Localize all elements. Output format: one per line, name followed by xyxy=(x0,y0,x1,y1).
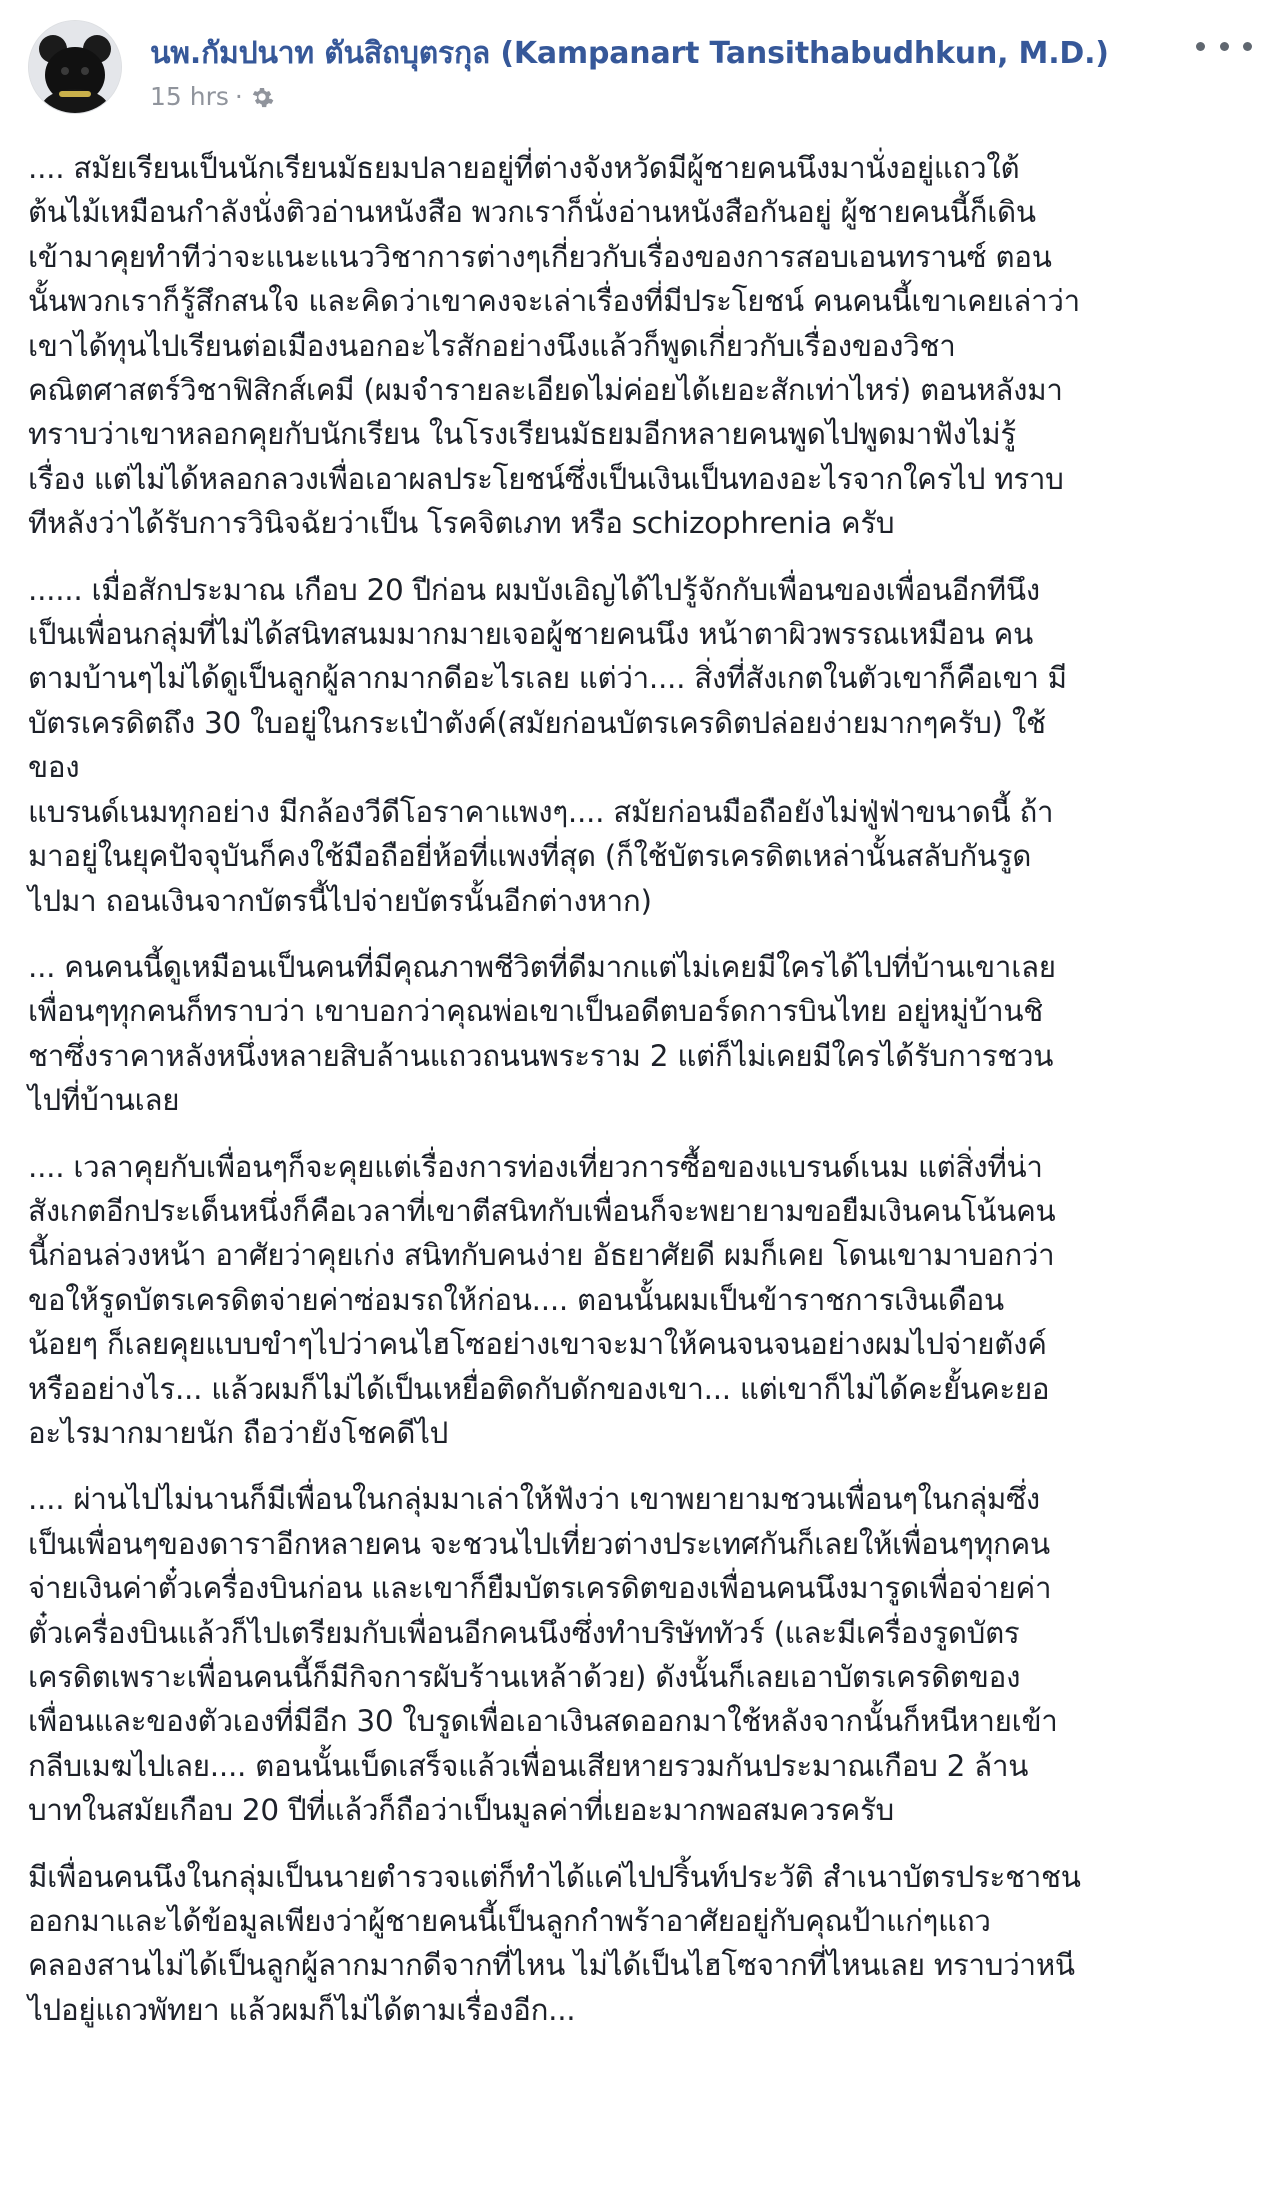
post-body xyxy=(28,146,1262,2054)
meta-separator: · xyxy=(234,82,243,111)
post-meta xyxy=(150,82,275,111)
more-dot xyxy=(1243,42,1252,51)
post-header xyxy=(28,14,1258,124)
more-dot xyxy=(1196,42,1205,51)
more-options-icon[interactable] xyxy=(1196,32,1252,60)
post-paragraph: .... เวลาคุยกับเพื่อนๆก็จะคุยแต่เรื่องการท่องเที่ยวการซื้อของแบรนด์เนม แต่สิ่งที่น่า สังเกตอีกประเด็นหนึ่งก็คือเวลาที่เขาตีสนิทกับเพื่อนก็จะพยายามขอยืมเงินคนโน้นคน นี้ก่อนล่วงหน้า อาศัยว่าคุยเก่ง สนิทกับคนง่าย อัธยาศัยดี ผมก็เคย โดนเขามาบอกว่า ขอให้รูดบัตรเครดิตจ่ายค่าซ่อมรถให้ก่อน.... ตอนนั้นผมเป็นข้าราชการเงินเดือน น้อยๆ ก็เลยคุยแบบขำๆไปว่าคนไฮโซอย่างเขาจะมาให้คนจนจนอย่างผมไปจ่ายตังค์ หรืออย่างไร... แล้วผมก็ไม่ได้เป็นเหยื่อติดกับดักของเขา... แต่เขาก็ไม่ได้คะยั้นคะยอ อะไรมากมายนัก ถือว่ายังโชคดีไป xyxy=(28,1149,1056,1450)
avatar[interactable] xyxy=(28,20,122,114)
post-paragraph: .... สมัยเรียนเป็นนักเรียนมัธยมปลายอยู่ที่ต่างจังหวัดมีผู้ชายคนนึงมานั่งอยู่แถวใต้ ต้นไม้เหมือนกำลังนั่งติวอ่านหนังสือ พวกเราก็นั่งอ่านหนังสือกันอยู่ ผู้ชายคนนี้ก็เดิน เข้ามาคุยทำทีว่าจะแนะแนววิชาการต่างๆเกี่ยวกับเรื่องของการสอบเอนทรานซ์ ตอน นั้นพวกเราก็รู้สึกสนใจ และคิดว่าเขาคงจะเล่าเรื่องที่มีประโยชน์ คนคนนี้เขาเคยเล่าว่า เขาได้ทุนไปเรียนต่อเมืองนอกอะไรสักอย่างนึงแล้วก็พูดเกี่ยวกับเรื่องของวิชา คณิตศาสตร์วิชาฟิสิกส์เคมี (ผมจำรายละเอียดไม่ค่อยได้เยอะสักเท่าไหร่) ตอนหลังมา ทราบว่าเขาหลอกคุยกับนักเรียน ในโรงเรียนมัธยมอีกหลายคนพูดไปพูดมาฟังไม่รู้ เรื่อง แต่ไม่ได้หลอกลวงเพื่อเอาผลประโยชน์ซึ่งเป็นเงินเป็นทองอะไรจากใครไป ทราบ ทีหลังว่าได้รับการวินิจฉัยว่าเป็น โรคจิตเภท หรือ schizophrenia ครับ xyxy=(28,151,1080,541)
avatar-image xyxy=(29,21,121,113)
post-paragraph: .... ผ่านไปไม่นานก็มีเพื่อนในกลุ่มมาเล่าให้ฟังว่า เขาพยายามชวนเพื่อนๆในกลุ่มซึ่ง เป็นเพื่อนๆของดาราอีกหลายคน จะชวนไปเที่ยวต่างประเทศกันก็เลยให้เพื่อนๆทุกคน จ่ายเงินค่าตั๋วเครื่องบินก่อน และเขาก็ยืมบัตรเครดิตของเพื่อนคนนึงมารูดเพื่อจ่ายค่า ตั๋วเครื่องบินแล้วก็ไปเตรียมกับเพื่อนอีกคนนึงซึ่งทำบริษัททัวร์ (และมีเครื่องรูดบัตร เครดิตเพราะเพื่อนคนนี้ก็มีกิจการผับร้านเหล้าด้วย) ดังนั้นก็เลยเอาบัตรเครดิตของ เพื่อนและของตัวเองที่มีอีก 30 ใบรูดเพื่อเอาเงินสดออกมาใช้หลังจากนั้นก็หนีหายเข้า กลีบเมฆไปเลย.... ตอนนั้นเบ็ดเสร็จแล้วเพื่อนเสียหายรวมกันประมาณเกือบ 2 ล้าน บาทในสมัยเกือบ 20 ปีที่แล้วก็ถือว่าเป็นมูลค่าที่เยอะมากพอสมควรครับ xyxy=(28,1482,1058,1828)
post-paragraph: ... คนคนนี้ดูเหมือนเป็นคนที่มีคุณภาพชีวิตที่ดีมากแต่ไม่เคยมีใครได้ไปที่บ้านเขาเลย เพื่อนๆทุกคนก็ทราบว่า เขาบอกว่าคุณพ่อเขาเป็นอดีตบอร์ดการบินไทย อยู่หมู่บ้านชิ ชาซึ่งราคาหลังหนึ่งหลายสิบล้านแถวถนนพระราม 2 แต่ก็ไม่เคยมีใครได้รับการชวน ไปที่บ้านเลย xyxy=(28,949,1056,1118)
author-name[interactable]: นพ.กัมปนาท ตันสิถบุตรกุล (Kampanart Tansithabudhkun, M.D.) xyxy=(150,36,1109,71)
more-dot xyxy=(1220,42,1229,51)
timestamp[interactable]: 15 hrs xyxy=(150,82,229,111)
post-paragraph: ...... เมื่อสักประมาณ เกือบ 20 ปีก่อน ผมบังเอิญได้ไปรู้จักกับเพื่อนของเพื่อนอีกทีนึง เป็นเพื่อนกลุ่มที่ไม่ได้สนิทสนมมากมายเจอผู้ชายคนนึง หน้าตาผิวพรรณเหมือน คน ตามบ้านๆไม่ได้ดูเป็นลูกผู้ลากมากดีอะไรเลย แต่ว่า.... สิ่งที่สังเกตในตัวเขาก็คือเขา มี บัตรเครดิตถึง 30 ใบอยู่ในกระเป๋าตังค์(สมัยก่อนบัตรเครดิตปล่อยง่ายมากๆครับ) ใช้ ของ แบรนด์เนมทุกอย่าง มีกล้องวีดีโอราคาแพงๆ.... สมัยก่อนมือถือยังไม่ฟู่ฟ่าขนาดนี้ ถ้า มาอยู่ในยุคปัจจุบันก็คงใช้มือถือยี่ห้อที่แพงที่สุด (ก็ใช้บัตรเครดิตเหล่านั้นสลับกันรูด ไปมา ถอนเงินจากบัตรนี้ไปจ่ายบัตรนั้นอีกต่างหาก) xyxy=(28,572,1067,918)
gear-icon[interactable] xyxy=(249,84,275,110)
post-paragraph: มีเพื่อนคนนึงในกลุ่มเป็นนายตำรวจแต่ก็ทำได้แค่ไปปริ้นท์ประวัติ สำเนาบัตรประชาชน ออกมาและได้ข้อมูลเพียงว่าผู้ชายคนนี้เป็นลูกกำพร้าอาศัยอยู่กับคุณป้าแก่ๆแถว คลองสานไม่ได้เป็นลูกผู้ลากมากดีจากที่ไหน ไม่ได้เป็นไฮโซจากที่ไหนเลย ทราบว่าหนี ไปอยู่แถวพัทยา แล้วผมก็ไม่ได้ตามเรื่องอีก... xyxy=(28,1859,1081,2027)
